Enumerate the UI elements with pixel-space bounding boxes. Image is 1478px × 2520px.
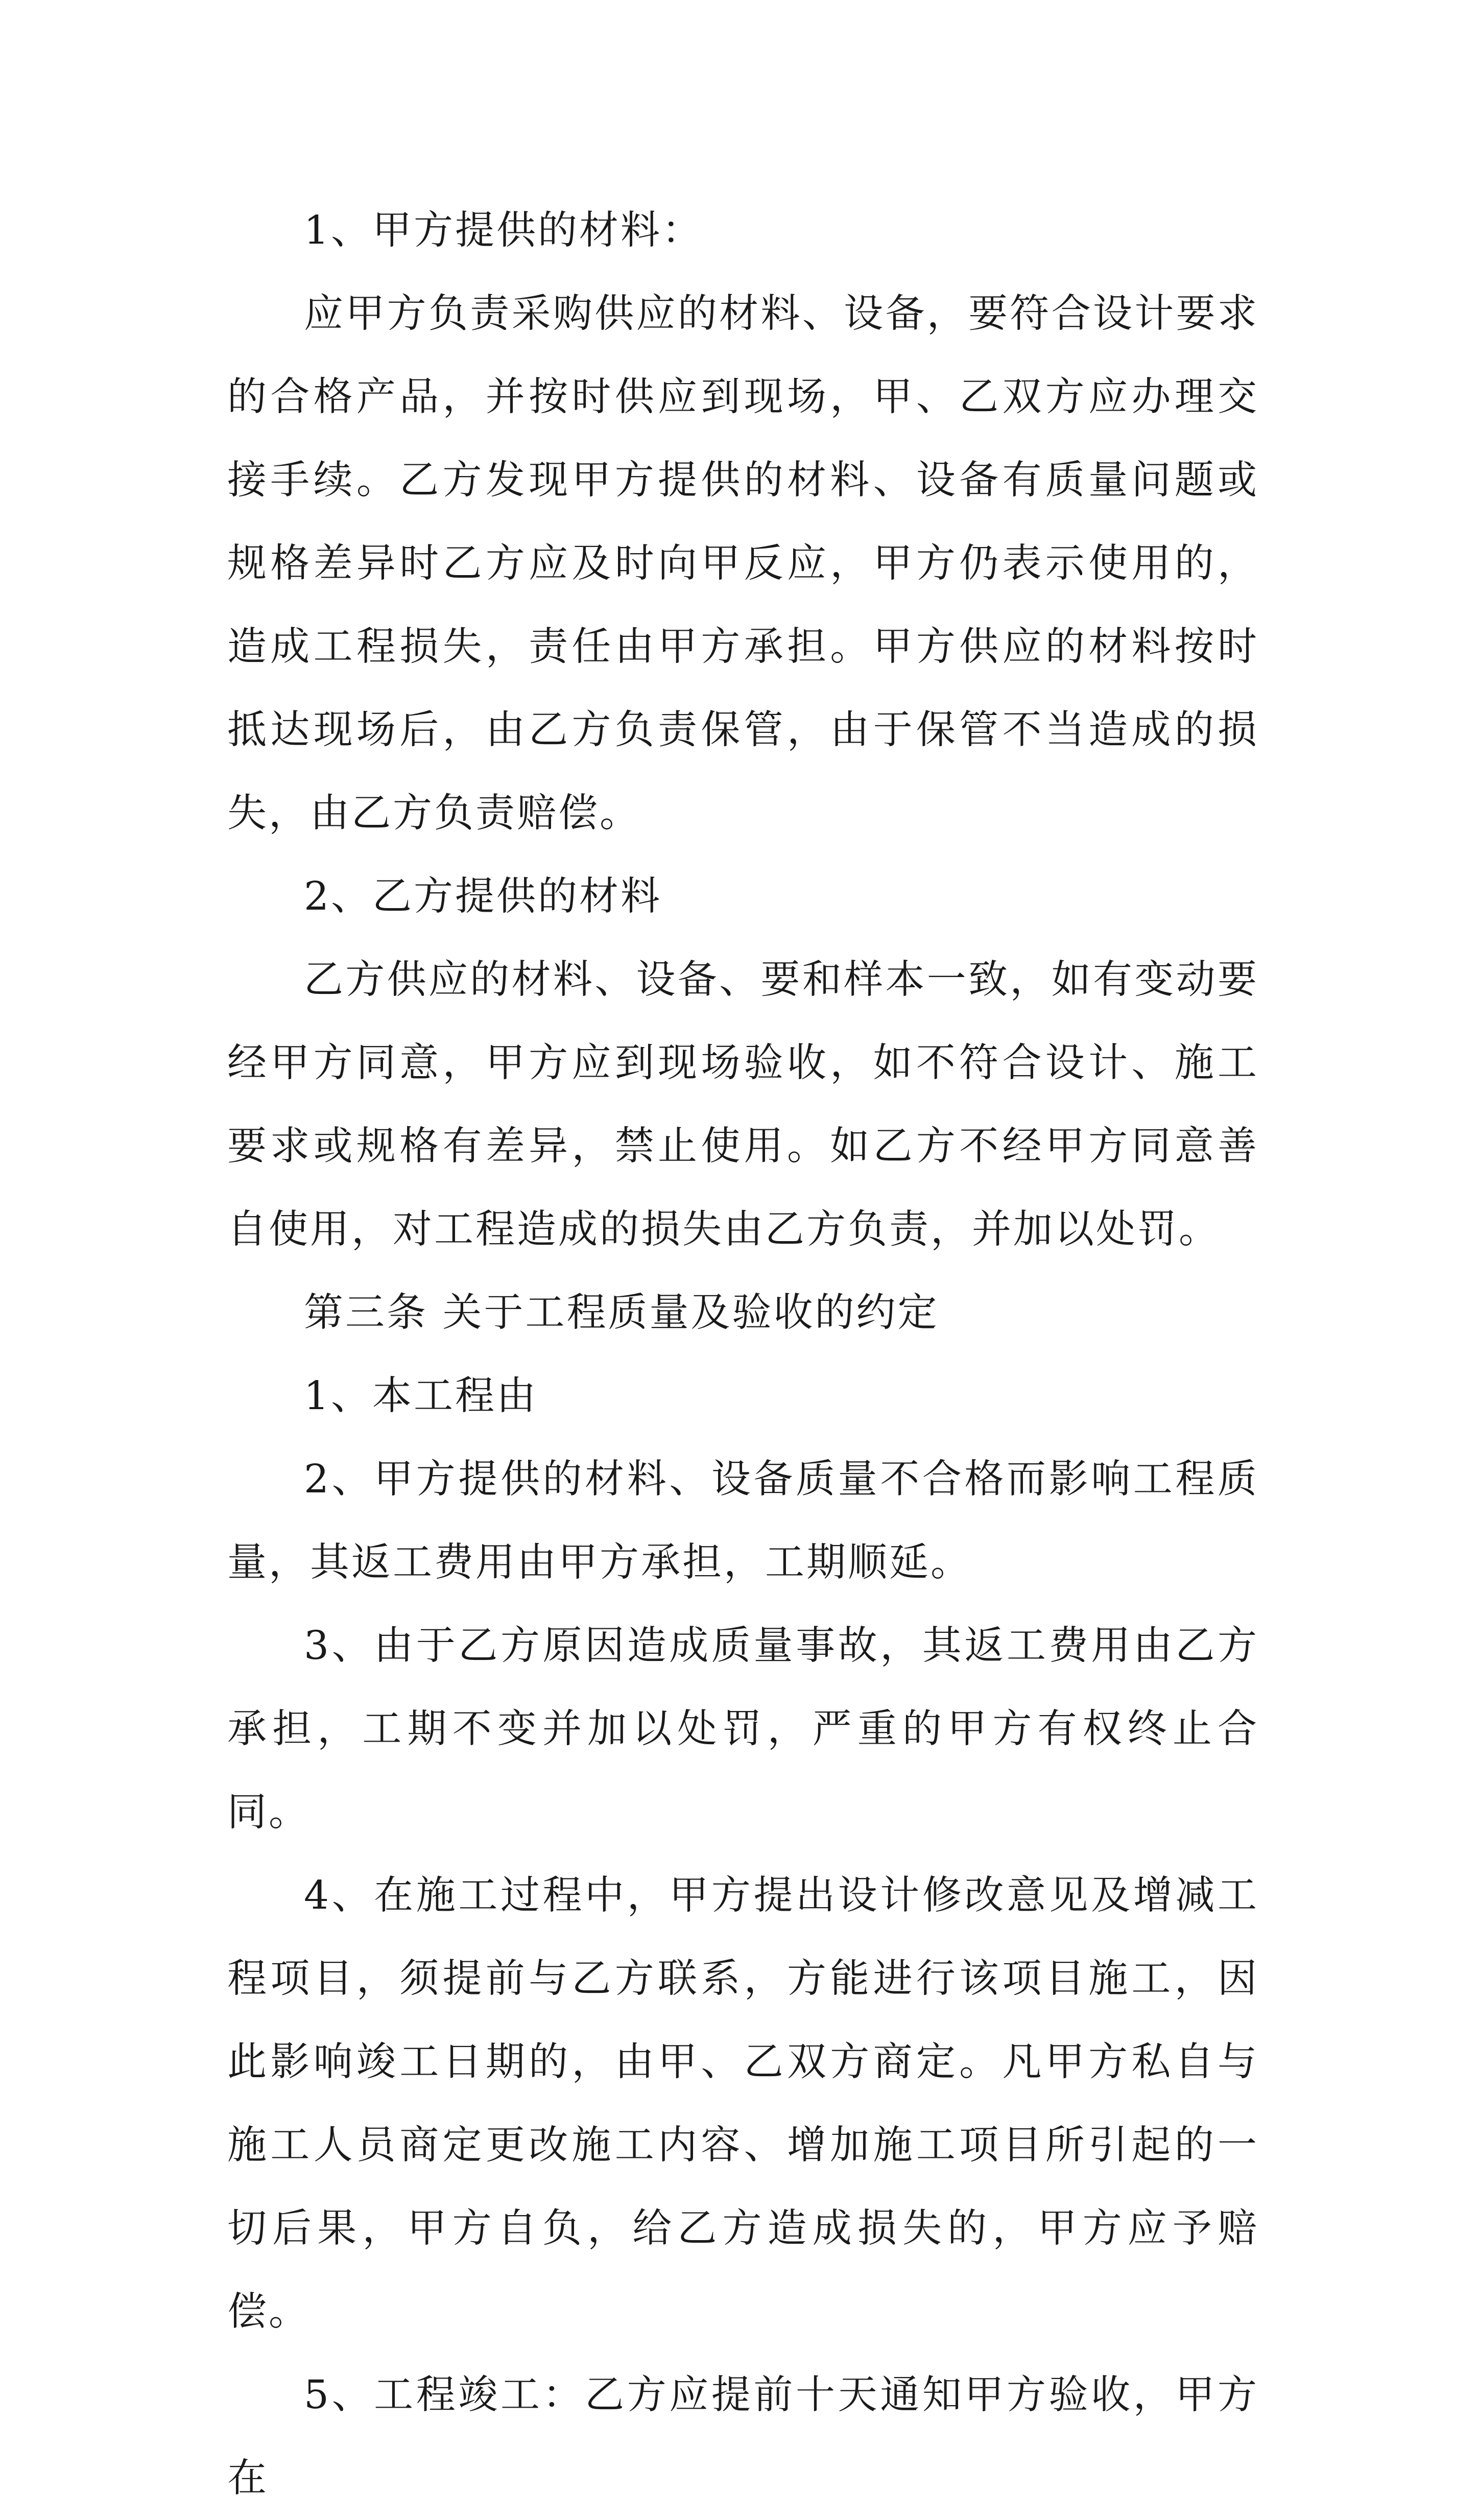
paragraph-10: 5、工程竣工：乙方应提前十天通知甲方验收，甲方在 [227,2372,1259,2501]
section-heading: 第三条 关于工程质量及验收的约定 [304,1290,939,1336]
document-body [227,189,1259,2520]
paragraph-9: 4、在施工过程中，甲方提出设计修改意见及增减工程项目，须提前与乙方联系，方能进行该项目施工，因此影响竣工日期的，由甲、乙双方商定。凡甲方私自与施工人员商定更改施工内容、增加施工项目所引起的一切后果，甲方自负，给乙方造成损失的，甲方应予赔偿。 [227,1873,1259,2335]
paragraph-2: 应甲方负责采购供应的材料、设备，要符合设计要求的合格产品，并按时供应到现场，甲、乙双方应办理交接手续。乙方发现甲方提供的材料、设备有质量问题或规格差异时乙方应及时向甲反应，甲方仍表示使用的，造成工程损失，责任由甲方承担。甲方供应的材料按时抵达现场后，由乙方负责保管，由于保管不当造成的损失，由乙方负责赔偿。 [227,291,1259,836]
paragraph-1: 1、甲方提供的材料： [304,208,703,253]
paragraph-8: 3、由于乙方原因造成质量事故，其返工费用由乙方承担，工期不变并加以处罚，严重的甲方有权终止合同。 [227,1623,1259,1835]
paragraph-7: 2、甲方提供的材料、设备质量不合格而影响工程质量，其返工费用由甲方承担，工期顺延。 [227,1457,1259,1585]
paragraph-3: 2、乙方提供的材料 [304,874,662,919]
paragraph-4: 乙方供应的材料、设备、要和样本一致，如有变动要经甲方同意，甲方应到现场验收，如不符合设计、施工要求或规格有差异，禁止使用。如乙方不经甲方同意善自使用，对工程造成的损失由乙方负责，并加以处罚。 [227,957,1259,1252]
paragraph-6: 1、本工程由 [304,1373,538,1419]
